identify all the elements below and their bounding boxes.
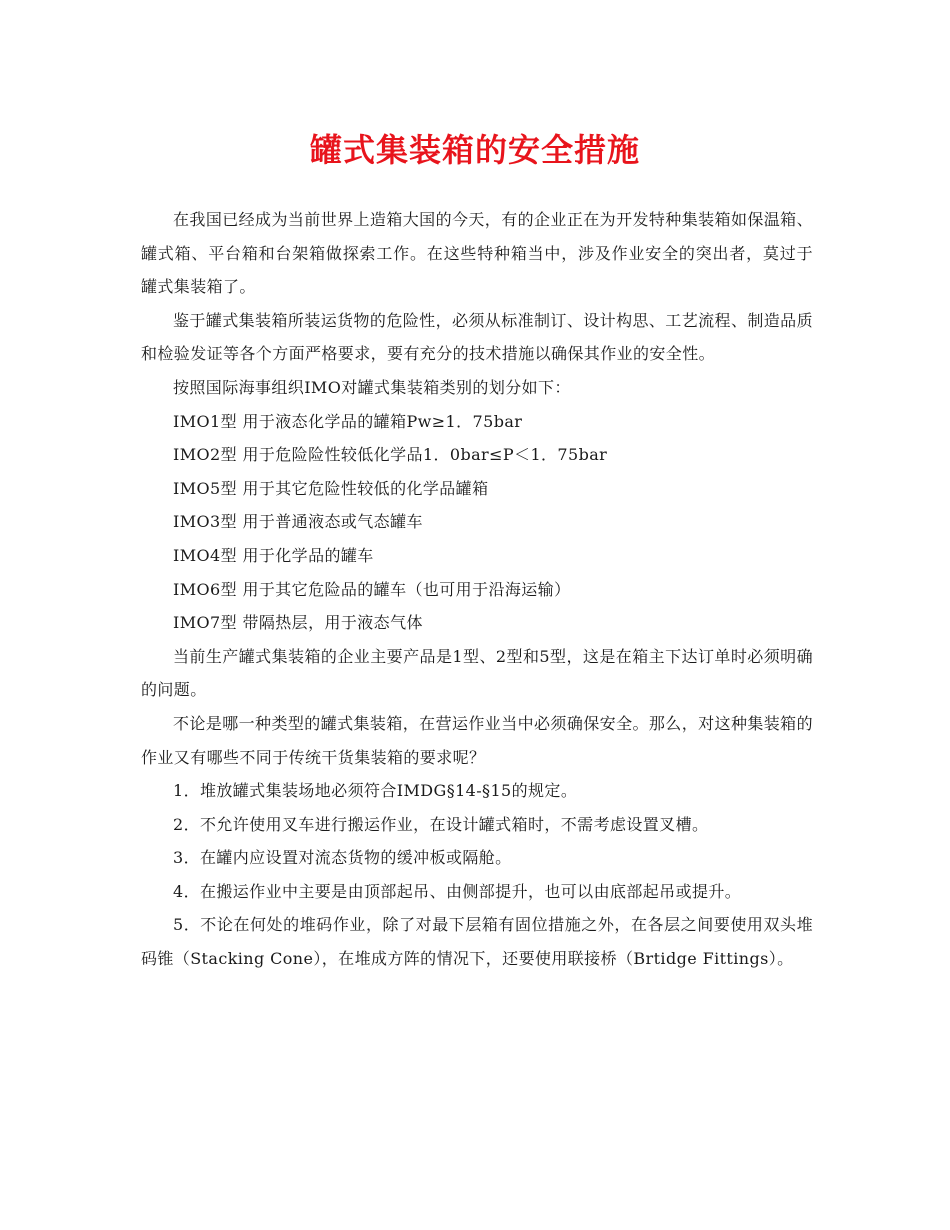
list-item: 2．不允许使用叉车进行搬运作业，在设计罐式箱时，不需考虑设置叉槽。	[173, 814, 709, 834]
paragraph: 当前生产罐式集装箱的企业主要产品是1型、2型和5型，这是在箱主下达订单时必须明确的问题。	[141, 646, 813, 700]
list-item: IMO6型 用于其它危险品的罐车（也可用于沿海运输）	[173, 579, 571, 599]
list-item: IMO1型 用于液态化学品的罐箱Pw≥1．75bar	[173, 411, 523, 431]
paragraph: 不论是哪一种类型的罐式集装箱，在营运作业当中必须确保安全。那么，对这种集装箱的作业又有哪些不同于传统干货集装箱的要求呢？	[141, 713, 813, 767]
document-body	[141, 203, 813, 976]
list-item: 1．堆放罐式集装场地必须符合IMDG§14-§15的规定。	[173, 781, 578, 801]
list-item: IMO4型 用于化学品的罐车	[173, 545, 374, 565]
list-item: 4．在搬运作业中主要是由顶部起吊、由侧部提升，也可以由底部起吊或提升。	[173, 881, 742, 901]
document-title: 罐式集装箱的安全措施	[309, 131, 640, 169]
list-item: IMO5型 用于其它危险性较低的化学品罐箱	[173, 478, 489, 498]
list-item: IMO2型 用于危险险性较低化学品1．0bar≤P＜1．75bar	[173, 445, 608, 465]
paragraph: 在我国已经成为当前世界上造箱大国的今天，有的企业正在为开发特种集装箱如保温箱、罐式箱、平台箱和台架箱做探索工作。在这些特种箱当中，涉及作业安全的突出者，莫过于罐式集装箱了。	[141, 210, 813, 297]
list-item: IMO7型 带隔热层，用于液态气体	[173, 613, 423, 633]
list-item: 5．不论在何处的堆码作业，除了对最下层箱有固位措施之外，在各层之间要使用双头堆码锥（Stacking Cone），在堆成方阵的情况下，还要使用联接桥（Brtidge Fittings）。	[141, 915, 813, 969]
list-item: IMO3型 用于普通液态或气态罐车	[173, 512, 423, 532]
paragraph: 鉴于罐式集装箱所装运货物的危险性，必须从标准制订、设计构思、工艺流程、制造品质和检验发证等各个方面严格要求，要有充分的技术措施以确保其作业的安全性。	[141, 310, 813, 364]
list-item: 3．在罐内应设置对流态货物的缓冲板或隔舱。	[173, 848, 512, 868]
paragraph: 按照国际海事组织IMO对罐式集装箱类别的划分如下：	[173, 377, 571, 397]
